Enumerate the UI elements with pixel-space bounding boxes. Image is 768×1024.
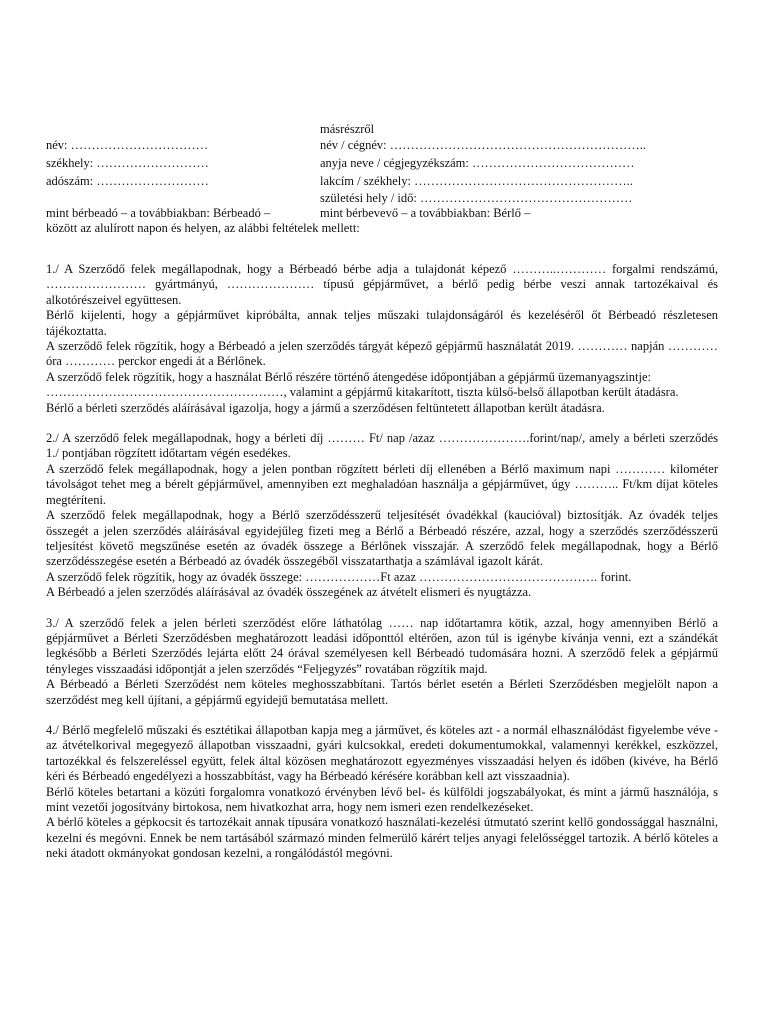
lessee-role-label: mint bérbevevő – a továbbiakban: Bérlő – — [320, 206, 531, 220]
paragraph: A Bérbeadó a Bérleti Szerződést nem köteles meghosszabbítani. Tartós bérlet esetén a Bérleti Szerződésben megjelölt napon a szerződést meg kell újítani, a gépjármű egyidejű bemutatása mellett. — [46, 677, 718, 707]
paragraph: A szerződő felek rögzítik, hogy a használat Bérlő részére történő átengedése időpontjában a gépjármű üzemanyagszintje: — [46, 369, 651, 384]
section-2 — [46, 431, 718, 600]
lessor-seat-field: székhely: ……………………… — [46, 156, 209, 170]
lessor-role-label: mint bérbeadó – a továbbiakban: Bérbeadó – — [46, 206, 271, 220]
contract-body — [46, 262, 718, 862]
section-4 — [46, 723, 718, 862]
lessee-mother-field: anyja neve / cégjegyzékszám: ………………………………… — [320, 156, 635, 170]
section-3 — [46, 616, 718, 708]
lessee-address-field: lakcím / székhely: …………………………………………….. — [320, 174, 633, 188]
paragraph: A szerződő felek megállapodnak, hogy a Bérlő szerződésszerű teljesítését óvadékkal (kaucióval) biztosítják. Az óvadék teljes összegét a jelen szerződés aláírásával egyidejűleg fizeti meg a Bérlő a Bérbeadó részére, azzal, hogy a szerződés szerződésszerű teljesítést követő megszűnése esetén az óvadék összege a Bérlőnek visszajár. A szerződő felek megállapodnak, hogy a Bérlő szerződésszegése esetén a Bérbeadó az óvadék összegéből visszatarthatja a számlával igazolt kárát. — [46, 508, 718, 569]
lessee-birth-field: születési hely / idő: …………………………………………… — [320, 191, 633, 205]
paragraph: A szerződő felek megállapodnak, hogy a jelen pontban rögzített bérleti díj ellenében a Bérlő maximum napi ………… kilométer távolságot tehet meg a bérelt gépjárművel, amennyiben ezt meghaladóan használja a gépjárművet, úgy ……….. Ft/km díjat köteles megtéríteni. — [46, 461, 718, 507]
paragraph: A bérlő köteles a gépkocsit és tartozékait annak típusára vonatkozó használati-kezelési útmutató szerint kellő gondossággal használni, kezelni és megóvni. Ennek be nem tartásából származó minden felmerülő kárért teljes anyagi felelősséggel tartozik. A bérlő köteles a neki átadott okmányokat gondosan kezelni, a rongálódástól megóvni. — [46, 815, 718, 861]
paragraph: …………………………………………………, valamint a gépjármű kitakarított, tiszta külső-belső állapotban került átadásra. — [46, 385, 679, 400]
section-1 — [46, 262, 718, 416]
paragraph: 1./ A Szerződő felek megállapodnak, hogy a Bérbeadó bérbe adja a tulajdonát képező ………..………… forgalmi rendszámú, …………………… gyártmányú, ………………… típusú gépjárművet, a bérlő pedig bérbe veszi annak tartozékaival és alkotórészeivel együttesen. — [46, 262, 718, 307]
paragraph: 3./ A szerződő felek a jelen bérleti szerződést előre láthatólag …… nap időtartamra kötik, azzal, hogy amennyiben Bérlő a gépjárművet a Bérleti Szerződésben meghatározott leadási időponttól eltérően, azon túl is igénybe kívánja venni, ezt a szándékát legkésőbb a Bérleti Szerződés lejárta előtt 24 órával személyesen kell Bérbeadó tudomására hozni. A szerződő felek a gépjármű tényleges visszaadási időpontját a jelen szerződés “Feljegyzés” rovatában rögzítik majd. — [46, 615, 718, 676]
paragraph: A szerződő felek rögzítik, hogy az óvadék összege: ………………Ft azaz ……………………………………. forint. — [46, 569, 632, 584]
paragraph: A Bérbeadó a jelen szerződés aláírásával az óvadék összegének az átvételt elismeri és nyugtázza. — [46, 585, 532, 600]
lessor-tax-field: adószám: ……………………… — [46, 174, 209, 188]
paragraph: 4./ Bérlő megfelelő műszaki és esztétikai állapotban kapja meg a járművet, és köteles azt - a normál elhasználódást figyelembe véve - az átvételkorival megegyező állapotban visszaadni, gyári kulcsokkal, eredeti dokumentumokkal, valamennyi kerékkel, eszközzel, tartozékkal és felszereléssel együtt, felek által közösen meghatározott egyezményes visszaadási helyen és időben (kivéve, ha Bérlő kéri és Bérbeadó engedélyezi a hosszabbítást, vagy ha Bérbeadó kérésére korábban kell azt visszaadnia). — [46, 722, 718, 784]
paragraph: 2./ A szerződő felek megállapodnak, hogy a bérleti díj ……… Ft/ nap /azaz ………………….forint/nap/, amely a bérleti szerződés 1./ pontjában rögzített időtartam végén esedékes. — [46, 431, 718, 461]
masreszrol-label: másrészről — [320, 122, 375, 136]
paragraph: Bérlő a bérleti szerződés aláírásával igazolja, hogy a jármű a szerződésen feltüntetett állapotban került átadásra. — [46, 400, 605, 415]
paragraph: Bérlő köteles betartani a közúti forgalomra vonatkozó érvényben lévő bel- és külföldi jogszabályokat, és mint a jármű használója, s mint vezetői jogosítvány birtokosa, nem hivatkozhat arra, hogy nem ismeri ezen rendelkezéseket. — [46, 784, 718, 814]
lessor-name-field: név: …………………………… — [46, 138, 209, 152]
paragraph: Bérlő kijelenti, hogy a gépjárművet kipróbálta, annak teljes műszaki tulajdonságáról és kezeléséről őt Bérbeadó részletesen tájékoztatta. — [46, 308, 718, 338]
lessee-name-field: név / cégnév: …………………………………………………….. — [320, 138, 647, 152]
intro-line: között az alulírott napon és helyen, az alábbi feltételek mellett: — [46, 221, 360, 235]
paragraph: A szerződő felek rögzítik, hogy a Bérbeadó a jelen szerződés tárgyát képező gépjármű használatát 2019. ………… napján ………… óra ………… perckor engedi át a Bérlőnek. — [46, 339, 718, 369]
